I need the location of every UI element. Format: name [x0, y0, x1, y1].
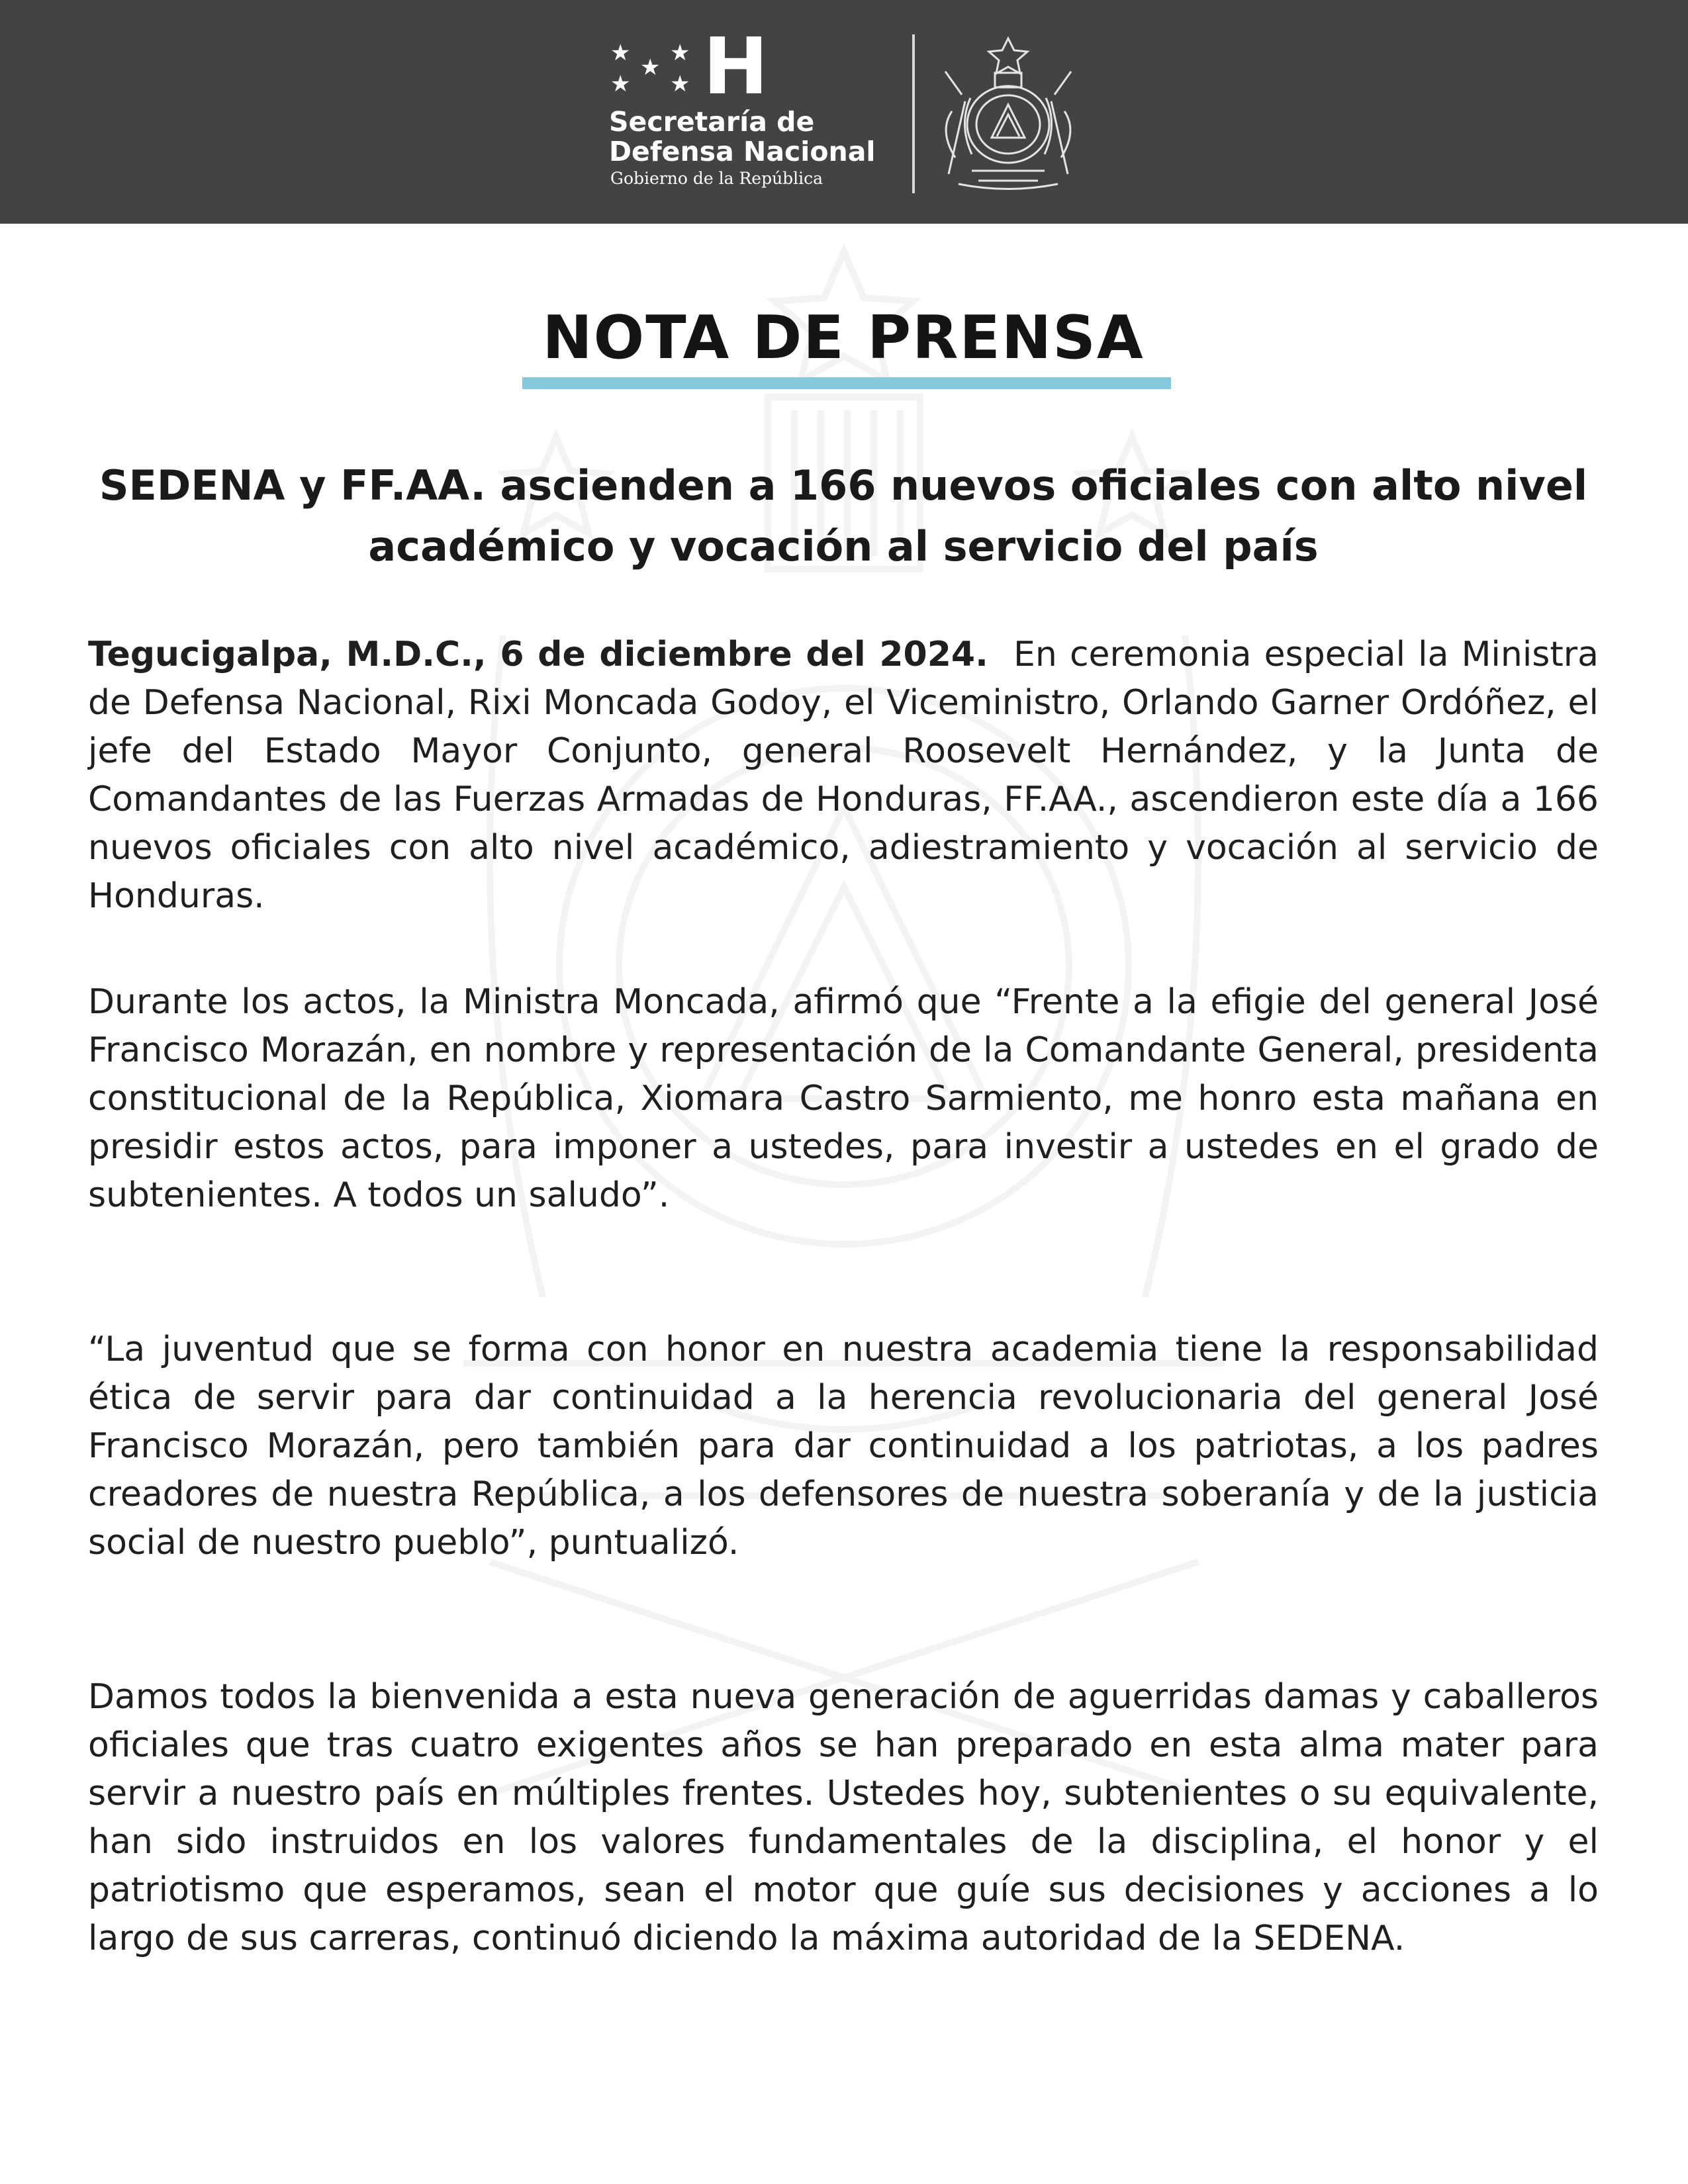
- page-title: NOTA DE PRENSA: [542, 303, 1145, 373]
- paragraph-3: “La juventud que se forma con honor en nuestra academia tiene la responsabilidad ética de servir para dar continuidad a la herencia revolucionaria del general José Francisco Morazán, pero también para dar continuidad a los patriotas, a los padres creadores de nuestra República, a los defensores de nuestra soberanía y de la justicia social de nuestro pueblo”, puntualizó.: [88, 1330, 1599, 1563]
- paragraph-1-text: En ceremonia especial la Ministra de Defensa Nacional, Rixi Moncada Godoy, el Viceministro, Orlando Garner Ordóñez, el jefe del Estado Mayor Conjunto, general Roosevelt Hernández, y la Junta de Comandantes de las Fuerzas Armadas de Honduras, FF.AA., ascendieron este día a 166 nuevos oficiales con alto nivel académico, adiestramiento y vocación al servicio de Honduras.: [88, 635, 1599, 916]
- star-icon: ★: [610, 40, 631, 66]
- brand-subtitle: Gobierno de la República: [610, 169, 823, 188]
- stars-cluster: [604, 36, 710, 109]
- paragraph-1: [88, 631, 1599, 921]
- paragraph-2: Durante los actos, la Ministra Moncada, afirmó que “Frente a la efigie del general José Francisco Morazán, en nombre y representación de la Comandante General, presidenta constitucional de la República, Xiomara Castro Sarmiento, me honro esta mañana en presidir estos actos, para imponer a ustedes, para investir a ustedes en el grado de subtenientes. A todos un saludo”.: [88, 982, 1599, 1215]
- brand-name-line1: Secretaría de: [609, 106, 815, 138]
- brand-name-line2: Defensa Nacional: [609, 136, 876, 167]
- star-icon: ★: [640, 54, 661, 81]
- coat-of-arms-seal: [925, 32, 1091, 197]
- dateline: Tegucigalpa, M.D.C., 6 de diciembre del 2024.: [88, 635, 988, 674]
- brand-h-letter: H: [703, 21, 769, 112]
- header-band: [0, 0, 1688, 224]
- sedena-logo: [604, 21, 908, 195]
- star-icon: ★: [670, 40, 690, 66]
- star-icon: ★: [610, 71, 631, 97]
- paragraph-4: Damos todos la bienvenida a esta nueva generación de aguerridas damas y caballeros oficiales que tras cuatro exigentes años se han preparado en esta alma mater para servir a nuestro país en múltiples frentes. Ustedes hoy, subtenientes o su equivalente, han sido instruidos en los valores fundamentales de la disciplina, el honor y el patriotismo que esperamos, sean el motor que guíe sus decisiones y acciones a lo largo de sus carreras, continuó diciendo la máxima autoridad de la SEDENA.: [88, 1677, 1599, 1958]
- headline: SEDENA y FF.AA. ascienden a 166 nuevos oficiales con alto nivel académico y vocación al servicio del país: [99, 461, 1588, 570]
- title-underline: [522, 377, 1171, 389]
- header-divider: [912, 34, 915, 193]
- star-icon: ★: [670, 71, 690, 97]
